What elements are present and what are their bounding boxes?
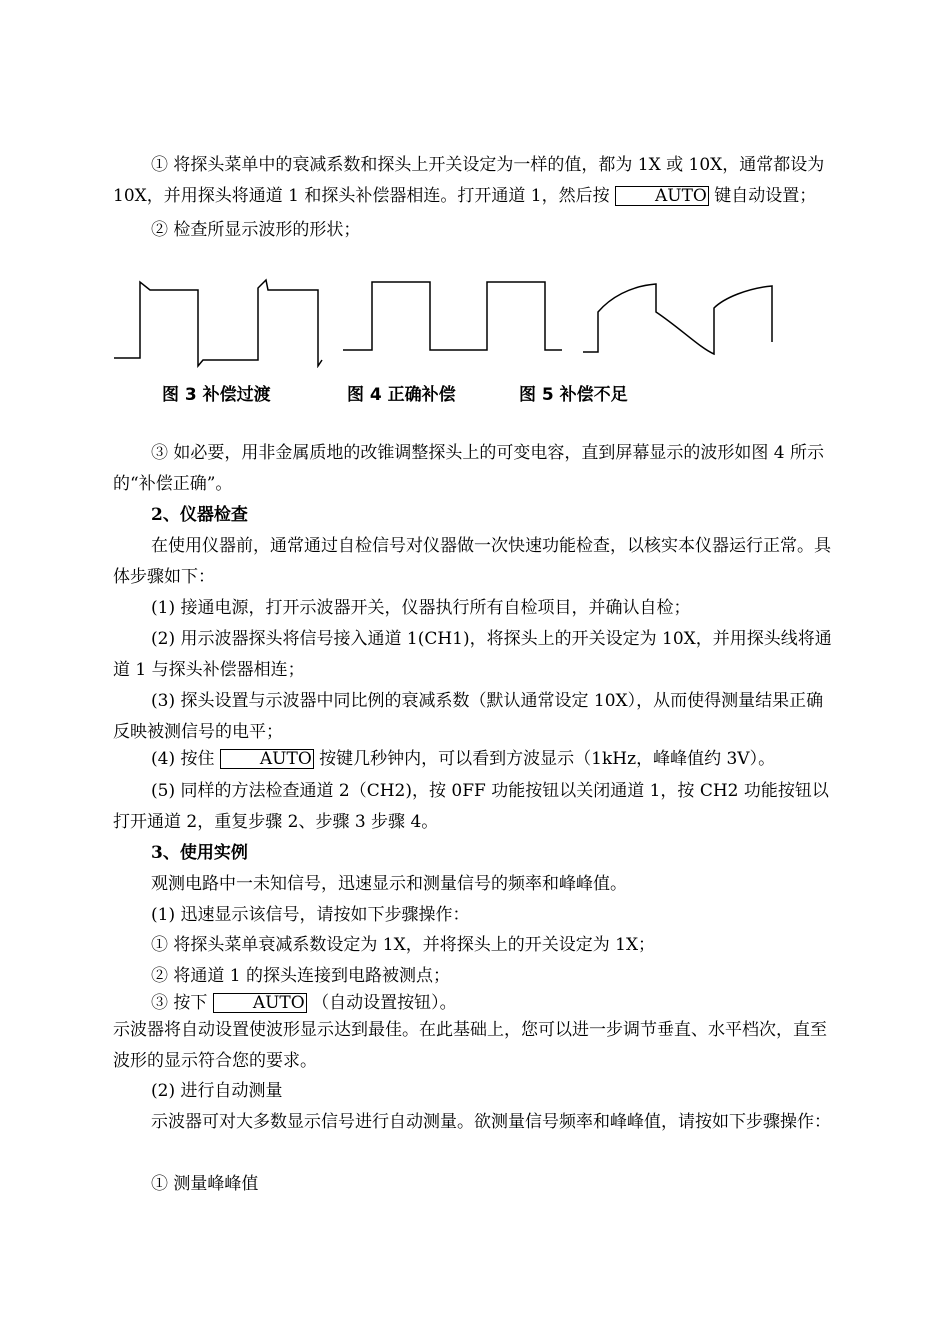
step1-text-b: 键自动设置；	[708, 186, 817, 206]
check-step-4	[113, 744, 837, 775]
figure4-caption: 图 4 正确补偿	[347, 385, 456, 405]
figure3-caption: 图 3 补偿过渡	[162, 385, 271, 405]
figure5-caption: 图 5 补偿不足	[519, 385, 628, 405]
usage-substep-1: ① 将探头菜单衰减系数设定为 1X，并将探头上的开关设定为 1X；	[151, 935, 656, 955]
step3-paragraph: ③ 如必要，用非金属质地的改锥调整探头上的可变电容，直到屏幕显示的波形如图 4 所示的“补偿正确”。	[113, 443, 825, 494]
usage-step-2: (2) 进行自动测量	[151, 1081, 283, 1101]
undercompensated-waveform	[583, 284, 772, 354]
step1-text-a: ① 将探头菜单中的衰减系数和探头上开关设定为一样的值，都为 1X 或 10X，通常都设为 10X，并用探头将通道 1 和探头补偿器相连。打开通道 1，然后按	[113, 155, 825, 206]
auto-setup-note: 示波器将自动设置使波形显示达到最佳。在此基础上，您可以进一步调节垂直、水平档次，直至波形的显示符合您的要求。	[113, 1020, 827, 1071]
section2-heading: 2、仪器检查	[151, 505, 248, 525]
usage-substep-3-text-b: （自动设置按钮）。	[306, 993, 457, 1013]
check-step-2: (2) 用示波器探头将信号接入通道 1(CH1)，将探头上的开关设定为 10X，并用探头线将通道 1 与探头补偿器相连；	[113, 629, 832, 680]
check-step-1: (1) 接通电源，打开示波器开关，仪器执行所有自检项目，并确认自检；	[151, 598, 691, 618]
waveform-figures	[110, 268, 810, 368]
auto-key-label: AUTO	[615, 186, 709, 206]
section3-intro: 观测电路中一未知信号，迅速显示和测量信号的频率和峰峰值。	[151, 874, 627, 894]
section3-heading: 3、使用实例	[151, 843, 248, 863]
overcompensated-waveform	[114, 280, 322, 366]
usage-substep-2: ② 将通道 1 的探头连接到电路被测点；	[151, 966, 451, 986]
step1-paragraph	[113, 150, 837, 212]
step2-paragraph: ② 检查所显示波形的形状；	[151, 220, 361, 240]
section2-intro: 在使用仪器前，通常通过自检信号对仪器做一次快速功能检查，以核实本仪器运行正常。具体步骤如下：	[113, 536, 831, 587]
check-step-3: (3) 探头设置与示波器中同比例的衰减系数（默认通常设定 10X），从而使得测量结果正确反映被测信号的电平；	[113, 691, 824, 742]
usage-step-2-text: 示波器可对大多数显示信号进行自动测量。欲测量信号频率和峰峰值，请按如下步骤操作：	[151, 1112, 831, 1132]
check-step-4-text-b: 按键几秒钟内，可以看到方波显示（1kHz，峰峰值约 3V）。	[313, 749, 776, 769]
correct-waveform	[343, 282, 562, 350]
check-step-4-text-a: (4) 按住	[151, 749, 220, 769]
measure-peak-step: ① 测量峰峰值	[151, 1174, 259, 1194]
auto-key-label: AUTO	[213, 993, 307, 1013]
usage-step-1: (1) 迅速显示该信号，请按如下步骤操作：	[151, 905, 470, 925]
auto-key-label: AUTO	[220, 749, 314, 769]
check-step-5: (5) 同样的方法检查通道 2（CH2)，按 0FF 功能按钮以关闭通道 1，按 CH2 功能按钮以打开通道 2，重复步骤 2、步骤 3 步骤 4。	[113, 781, 829, 832]
usage-substep-3-text-a: ③ 按下	[151, 993, 213, 1013]
